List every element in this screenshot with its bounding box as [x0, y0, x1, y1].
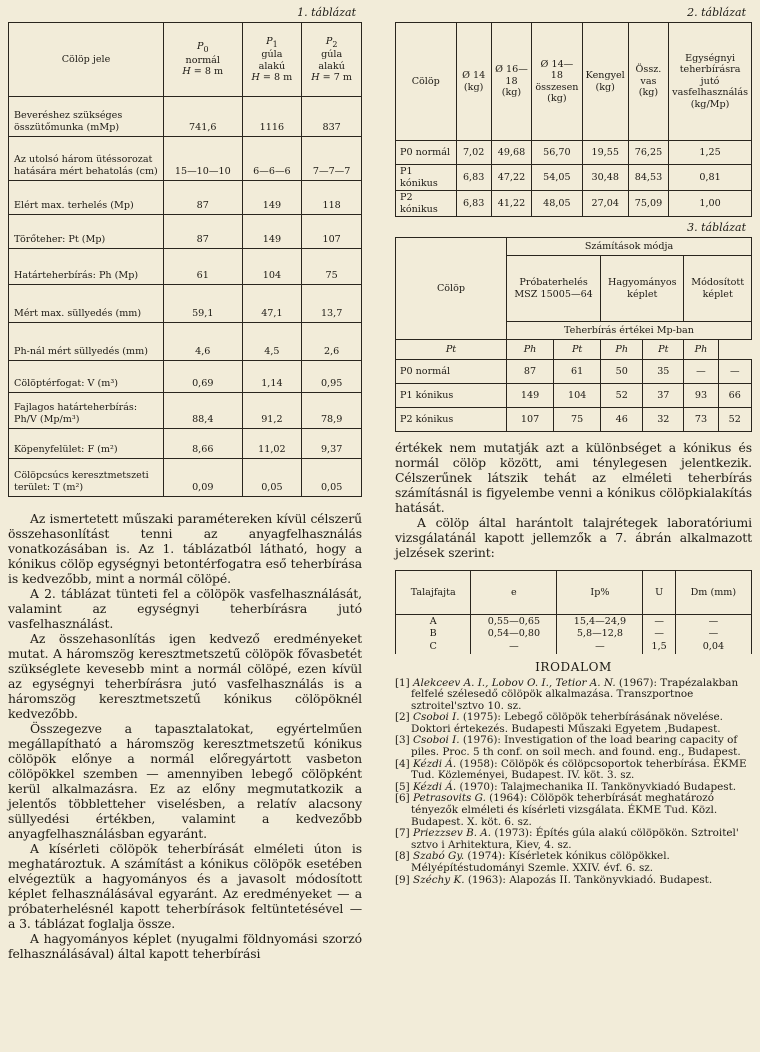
- reference-item: [395, 735, 752, 758]
- reference-text: (1973): Építés gúla alakú cölöpökön. Sztroitel' sztvo i Arhitektura, Kiev, 4. sz.: [411, 827, 739, 851]
- table2-cell: 84,53: [628, 165, 668, 191]
- table1-row-label: Köpenyfelület: F (m²): [9, 429, 164, 459]
- table2-header-cell: Kengyel (kg): [582, 23, 628, 141]
- soil-header-cell: U: [643, 571, 675, 615]
- body-paragraph: Az összehasonlítás igen kedvező eredményeket mutat. A háromszög keresztmetszetű cölöpök fővasbetét szükséglete kevesebb mint a normál cölöpé, ezen kívül az egységnyi teherbírásra jutó vasfelhasználás is a háromszög keresztmetszetű kónikus cölöpöknél kedvezőbb.: [8, 631, 362, 721]
- table3-cell: 32: [643, 408, 684, 432]
- table3-caption: 3. táblázat: [687, 221, 746, 234]
- table2-header-cell: Ø 14—18 összesen (kg): [532, 23, 583, 141]
- table1-cell: 837: [302, 97, 362, 137]
- table3-cell: 104: [554, 384, 601, 408]
- table1-row-label: Elért max. terhelés (Mp): [9, 181, 164, 215]
- soil-row: [396, 641, 752, 654]
- table1-cell: 87: [164, 181, 243, 215]
- table1-cell: 104: [242, 249, 302, 285]
- table3-values-header: Teherbírás értékei Mp-ban: [507, 322, 752, 340]
- table1-col-p2: $P_2$ gúla alakú H = 7 m: [302, 23, 362, 97]
- reference-author: Csoboi I.: [413, 711, 460, 724]
- table1-cell: 59,1: [164, 285, 243, 323]
- table3-cell: —: [684, 360, 718, 384]
- reference-item: [395, 828, 752, 851]
- reference-number: [2]: [395, 711, 410, 724]
- table3-cell: 75: [554, 408, 601, 432]
- reference-author: Csoboi I.: [413, 734, 460, 747]
- reference-text: (1963): Alapozás II. Tankönyvkiadó. Budapest.: [464, 873, 713, 886]
- right-column: [395, 0, 752, 886]
- table1-cell: 78,9: [302, 393, 362, 429]
- table2-cell: 1,00: [669, 191, 752, 217]
- table1-row-label: Mért max. süllyedés (mm): [9, 285, 164, 323]
- table1-cell: 149: [242, 215, 302, 249]
- table1-row-label: Beveréshez szükséges összütőmunka (mMp): [9, 97, 164, 137]
- table1-row: [9, 429, 362, 459]
- table2-cell: 6,83: [456, 165, 491, 191]
- table2-cell: 47,22: [491, 165, 531, 191]
- reference-item: [395, 793, 752, 828]
- soil-table: [395, 570, 752, 654]
- table1-row-label: Cölöpcsúcs keresztmetszeti terület: T (m²): [9, 459, 164, 497]
- soil-cell: —: [471, 641, 557, 654]
- table2-cell: 7,02: [456, 141, 491, 165]
- soil-cell: 0,54—0,80: [471, 628, 557, 641]
- table3-cell: 61: [554, 360, 601, 384]
- table3-sub-header: [396, 340, 752, 360]
- table1-cell: 6—6—6: [242, 137, 302, 181]
- table1-cell: 11,02: [242, 429, 302, 459]
- table2-cell: 54,05: [532, 165, 583, 191]
- reference-item: [395, 875, 752, 887]
- table2-header-cell: Cölöp: [396, 23, 457, 141]
- table3-sub-cell: Pt: [643, 340, 684, 360]
- left-column: [8, 0, 362, 961]
- table1-row: [9, 393, 362, 429]
- table1-cell: 2,6: [302, 323, 362, 361]
- body-paragraph: A cölöp által harántolt talajrétegek laboratóriumi vizsgálatánál kapott jellemzők a 7. ábrán alkalmazott jelzések szerint:: [395, 515, 752, 560]
- table3-cell: 87: [507, 360, 554, 384]
- table1-cell: 0,69: [164, 361, 243, 393]
- table3-cell: —: [718, 360, 751, 384]
- table2-row: [396, 141, 752, 165]
- reference-number: [7]: [395, 827, 410, 840]
- right-text: [395, 440, 752, 560]
- table3-method-modositott: Módosított képlet: [684, 256, 752, 322]
- reference-text: (1967): Trapézalakban felfelé szélesedő cölöpök alkalmazása. Transzportnoe sztroitel'sztvo 10. sz.: [411, 676, 739, 712]
- table1-cell: 149: [242, 181, 302, 215]
- table3-sub-cell: Ph: [601, 340, 643, 360]
- table3-row-name: P1 kónikus: [396, 384, 507, 408]
- table2-cell: 19,55: [582, 141, 628, 165]
- table1-cell: 118: [302, 181, 362, 215]
- soil-cell: —: [643, 628, 675, 641]
- soil-header-cell: Dm (mm): [675, 571, 751, 615]
- table3-cell: 46: [601, 408, 643, 432]
- reference-author: Széchy K.: [413, 873, 465, 886]
- reference-author: Alekceev A. I., Lobov O. I., Tetior A. N.: [413, 676, 616, 689]
- reference-number: [3]: [395, 734, 410, 747]
- table2-cell: 1,25: [669, 141, 752, 165]
- table2-header-cell: Egységnyi teherbírásra jutó vasfelhasználás (kg/Mp): [669, 23, 752, 141]
- table1-cell: 0,05: [242, 459, 302, 497]
- table3-cell: 107: [507, 408, 554, 432]
- table1-cell: 9,37: [302, 429, 362, 459]
- table2-cell: 76,25: [628, 141, 668, 165]
- table2-row-name: P0 normál: [396, 141, 457, 165]
- body-paragraph: A kísérleti cölöpök teherbírását elméleti úton is meghatároztuk. A számítást a kónikus cölöpök esetében elvégeztük a hagyományos és a javasolt módosított képlet felhasználásával egyaránt. Az eredményeket — a próbaterhelésnél kapott teherbírások feltüntetésével — a 3. táblázat foglalja össze.: [8, 841, 362, 931]
- table1-row: [9, 97, 362, 137]
- soil-cell: —: [675, 615, 751, 628]
- table3-cell: 73: [684, 408, 718, 432]
- body-paragraph: Az ismertetett műszaki paramétereken kívül célszerű összehasonlítást tenni az anyagfelhasználás vonatkozásában is. Az 1. táblázatból látható, hogy a kónikus cölöp egységnyi betontérfogatra eső teherbírása is kedvezőbb, mint a normál cölöpé.: [8, 511, 362, 586]
- table3-row: [396, 408, 752, 432]
- table1-cell: 0,09: [164, 459, 243, 497]
- table3-row: [396, 360, 752, 384]
- soil-cell: 0,55—0,65: [471, 615, 557, 628]
- table1-body: [9, 97, 362, 497]
- soil-cell: —: [557, 641, 643, 654]
- reference-text: (1975): Lebegő cölöpök teherbírásának növelése. Doktori értekezés. Budapesti Műszaki Egyetem ,Budapest.: [411, 711, 723, 735]
- table3-cell: 52: [601, 384, 643, 408]
- table1-cell: 88,4: [164, 393, 243, 429]
- body-paragraph: A hagyományos képlet (nyugalmi földnyomási szorzó felhasználásával) által kapott teherbírási: [8, 931, 362, 961]
- reference-text: (1974): Kísérletek kónikus cölöpökkel. Mélyépítéstudományi Szemle. XXIV. évf. 6. sz.: [411, 850, 670, 874]
- table1-cell: 7—7—7: [302, 137, 362, 181]
- reference-item: [395, 712, 752, 735]
- soil-cell: —: [643, 615, 675, 628]
- reference-number: [6]: [395, 792, 410, 805]
- table2-cell: 41,22: [491, 191, 531, 217]
- table1-row: [9, 181, 362, 215]
- table1-cell: 91,2: [242, 393, 302, 429]
- table1-row-label: Ph-nál mért süllyedés (mm): [9, 323, 164, 361]
- table3-cell: 37: [643, 384, 684, 408]
- table2-cell: 0,81: [669, 165, 752, 191]
- table2-cell: 56,70: [532, 141, 583, 165]
- table3-cell: 35: [643, 360, 684, 384]
- soil-header-cell: Talajfajta: [396, 571, 471, 615]
- table1-cell: 13,7: [302, 285, 362, 323]
- table3-body: [396, 360, 752, 432]
- table1-corner: Cölöp jele: [9, 23, 164, 97]
- reference-item: [395, 678, 752, 713]
- reference-text: (1976): Investigation of the load bearing capacity of piles. Proc. 5 th conf. on soil mech. and found. eng., Budapest.: [411, 734, 741, 759]
- table2-header-cell: Össz. vas (kg): [628, 23, 668, 141]
- table1-cell: 0,95: [302, 361, 362, 393]
- table1: [8, 22, 362, 497]
- table2-header-row: [396, 23, 752, 141]
- table2-cell: 6,83: [456, 191, 491, 217]
- table3-cell: 50: [601, 360, 643, 384]
- soil-table-body: [396, 615, 752, 654]
- table1-cell: 0,05: [302, 459, 362, 497]
- table1-cell: 87: [164, 215, 243, 249]
- reference-text: (1964): Cölöpök teherbírását meghatározó tényezők elméleti és kísérleti vizsgálata. ÉKME Tud. Közl. Budapest. X. köt. 6. sz.: [411, 792, 718, 828]
- body-paragraph: értékek nem mutatják azt a különbséget a kónikus és normál cölöp között, ami ténylegesen jelentkezik. Célszerűnek látszik tehát az elméleti teherbírás számításnál is figyelembe venni a kónikus cölöpkialakítás hatását.: [395, 440, 752, 515]
- table1-col-p0: $P_0$ normál H = 8 m: [164, 23, 243, 97]
- table2-cell: 30,48: [582, 165, 628, 191]
- table2-row-name: P2 kónikus: [396, 191, 457, 217]
- table2-header-cell: Ø 16—18 (kg): [491, 23, 531, 141]
- reference-item: [395, 851, 752, 874]
- table1-cell: 15—10—10: [164, 137, 243, 181]
- reference-author: Kézdi Á.: [413, 780, 457, 793]
- table1-row: [9, 459, 362, 497]
- reference-number: [8]: [395, 850, 410, 863]
- reference-author: Priezzsev B. A.: [413, 827, 492, 840]
- soil-cell: A: [396, 615, 471, 628]
- table1-cell: 1,14: [242, 361, 302, 393]
- soil-row: [396, 615, 752, 628]
- table3-cell: 93: [684, 384, 718, 408]
- reference-author: Kézdi Á.: [413, 757, 457, 770]
- body-paragraph: A 2. táblázat tünteti fel a cölöpök vasfelhasználását, valamint az egységnyi teherbírásra jutó vasfelhasználást.: [8, 586, 362, 631]
- table1-row: [9, 137, 362, 181]
- soil-cell: 1,5: [643, 641, 675, 654]
- table3-row-name: P2 kónikus: [396, 408, 507, 432]
- reference-text: (1970): Talajmechanika II. Tankönyvkiadó Budapest.: [456, 780, 737, 793]
- references-list: [395, 678, 752, 887]
- reference-text: (1958): Cölöpök és cölöpcsoportok teherbírása. ÉKME Tud. Közleményei, Budapest. IV. köt. 3. sz.: [411, 757, 747, 782]
- table1-cell: 75: [302, 249, 362, 285]
- table1-row-label: Fajlagos határteherbírás: Ph/V (Mp/m³): [9, 393, 164, 429]
- table2-caption: 2. táblázat: [687, 6, 746, 19]
- table1-cell: 741,6: [164, 97, 243, 137]
- table2-cell: 49,68: [491, 141, 531, 165]
- table1-row-label: Határteherbírás: Ph (Mp): [9, 249, 164, 285]
- table3-method-hagyomanyos: Hagyományos képlet: [601, 256, 684, 322]
- soil-cell: B: [396, 628, 471, 641]
- table2-row: [396, 165, 752, 191]
- soil-cell: 15,4—24,9: [557, 615, 643, 628]
- table3-sub-cell: Pt: [396, 340, 507, 360]
- table2-cell: 48,05: [532, 191, 583, 217]
- soil-cell: C: [396, 641, 471, 654]
- table1-col-p1: $P_1$ gúla alakú H = 8 m: [242, 23, 302, 97]
- table3-sub-cell: Ph: [507, 340, 554, 360]
- table3-cell: 149: [507, 384, 554, 408]
- table1-cell: 61: [164, 249, 243, 285]
- table3-sub-cell: Pt: [554, 340, 601, 360]
- table3-cell: 52: [718, 408, 751, 432]
- table2-row: [396, 191, 752, 217]
- reference-author: Petrasovits G.: [413, 792, 486, 805]
- table3-sub-cell: Ph: [684, 340, 718, 360]
- table1-row-label: Cölöptérfogat: V (m³): [9, 361, 164, 393]
- table3: [395, 237, 752, 432]
- table1-row: [9, 285, 362, 323]
- soil-header-cell: e: [471, 571, 557, 615]
- table3-method-proba: Próbaterhelés MSZ 15005—64: [507, 256, 601, 322]
- table1-cell: 107: [302, 215, 362, 249]
- body-paragraph: Összegezve a tapasztalatokat, egyértelműen megállapítható a háromszög keresztmetszetű kónikus cölöpök előnye a normál előregyártott vasbeton cölöpökkel szemben — amennyiben lebegő cölöpként kerül alkalmazásra. Ez az előny megmutatkozik a jelentős többletteher viselésben, a relatív alacsony süllyedési értékben, valamint a kedvezőbb anyagfelhasználásban egyaránt.: [8, 721, 362, 841]
- table1-row-label: Az utolsó három ütéssorozat hatására mért behatolás (cm): [9, 137, 164, 181]
- table3-row: [396, 384, 752, 408]
- table3-row-name: P0 normál: [396, 360, 507, 384]
- table1-cell: 4,6: [164, 323, 243, 361]
- table2-cell: 27,04: [582, 191, 628, 217]
- table2-header-cell: Ø 14 (kg): [456, 23, 491, 141]
- reference-number: [9]: [395, 873, 410, 886]
- soil-header-cell: Ip%: [557, 571, 643, 615]
- table2-cell: 75,09: [628, 191, 668, 217]
- table1-row: [9, 361, 362, 393]
- table3-cell: 66: [718, 384, 751, 408]
- table1-row: [9, 249, 362, 285]
- table1-cell: 8,66: [164, 429, 243, 459]
- table2: [395, 22, 752, 217]
- soil-cell: 5,8—12,8: [557, 628, 643, 641]
- left-text: [8, 511, 362, 961]
- table1-row-label: Törőteher: Pt (Mp): [9, 215, 164, 249]
- reference-number: [5]: [395, 780, 410, 793]
- soil-cell: —: [675, 628, 751, 641]
- table1-caption: 1. táblázat: [297, 6, 356, 19]
- reference-author: Szabó Gy.: [413, 850, 465, 863]
- soil-row: [396, 628, 752, 641]
- table1-cell: 4,5: [242, 323, 302, 361]
- table2-row-name: P1 kónikus: [396, 165, 457, 191]
- table3-method-header: Számítások módja: [507, 238, 752, 256]
- reference-number: [4]: [395, 757, 410, 770]
- table1-row: [9, 215, 362, 249]
- table2-body: [396, 141, 752, 217]
- soil-cell: 0,04: [675, 641, 751, 654]
- table1-cell: 47,1: [242, 285, 302, 323]
- table1-row: [9, 323, 362, 361]
- table3-corner: Cölöp: [396, 238, 507, 340]
- table1-cell: 1116: [242, 97, 302, 137]
- reference-item: [395, 759, 752, 782]
- references-heading: IRODALOM: [535, 659, 612, 674]
- soil-table-header: [396, 571, 752, 615]
- reference-number: [1]: [395, 676, 410, 689]
